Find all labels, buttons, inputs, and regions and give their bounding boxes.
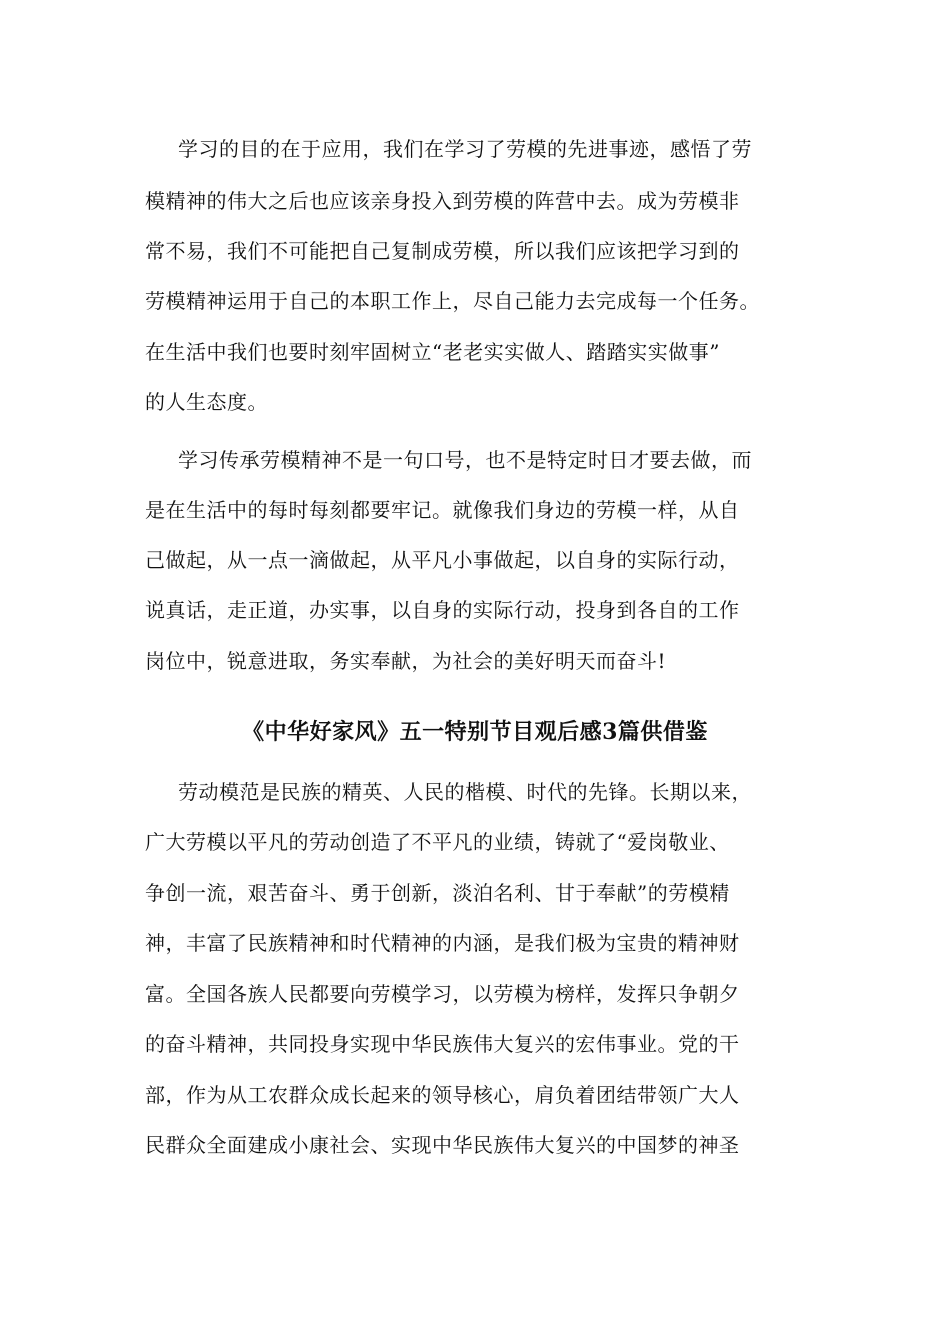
paragraph-line: 广大劳模以平凡的劳动创造了不平凡的业绩，铸就了“爱岗敬业、	[145, 830, 730, 854]
paragraph-line: 学习的目的在于应用，我们在学习了劳模的先进事迹，感悟了劳	[178, 137, 752, 161]
section-heading: 《中华好家风》五一特别节目观后感3篇供借鉴	[242, 719, 708, 745]
paragraph-line: 模精神的伟大之后也应该亲身投入到劳模的阵营中去。成为劳模非	[145, 189, 740, 213]
paragraph-line: 劳模精神运用于自己的本职工作上，尽自己能力去完成每一个任务。	[145, 289, 760, 313]
paragraph-line: 常不易，我们不可能把自己复制成劳模，所以我们应该把学习到的	[145, 239, 740, 263]
paragraph-line: 的人生态度。	[145, 390, 268, 414]
paragraph-line: 劳动模范是民族的精英、人民的楷模、时代的先锋。长期以来，	[178, 780, 752, 804]
paragraph-line: 富。全国各族人民都要向劳模学习，以劳模为榜样，发挥只争朝夕	[145, 982, 740, 1006]
paragraph-line: 在生活中我们也要时刻牢固树立“老老实实做人、踏踏实实做事”	[145, 340, 720, 364]
paragraph-line: 学习传承劳模精神不是一句口号，也不是特定时日才要去做，而	[178, 448, 752, 472]
paragraph-line: 争创一流，艰苦奋斗、勇于创新，淡泊名利、甘于奉献”的劳模精	[145, 881, 730, 905]
paragraph-line: 部，作为从工农群众成长起来的领导核心，肩负着团结带领广大人	[145, 1083, 740, 1107]
paragraph-line: 民群众全面建成小康社会、实现中华民族伟大复兴的中国梦的神圣	[145, 1133, 740, 1157]
paragraph-line: 说真话，走正道，办实事，以自身的实际行动，投身到各自的工作	[145, 598, 740, 622]
paragraph-line: 的奋斗精神，共同投身实现中华民族伟大复兴的宏伟事业。党的干	[145, 1032, 740, 1056]
paragraph-line: 岗位中，锐意进取，务实奉献，为社会的美好明天而奋斗!	[145, 649, 667, 673]
paragraph-line: 己做起，从一点一滴做起，从平凡小事做起，以自身的实际行动，	[145, 548, 740, 572]
paragraph-line: 神，丰富了民族精神和时代精神的内涵，是我们极为宝贵的精神财	[145, 931, 740, 955]
paragraph-line: 是在生活中的每时每刻都要牢记。就像我们身边的劳模一样，从自	[145, 498, 740, 522]
